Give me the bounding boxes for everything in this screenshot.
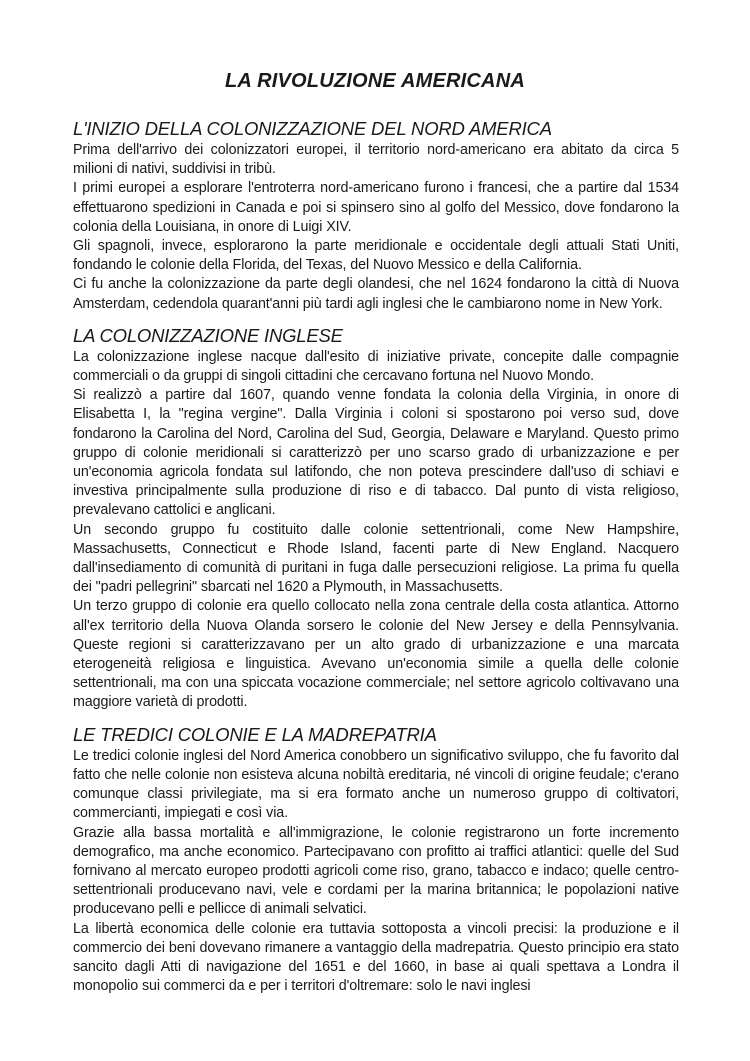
section-colonization-start — [73, 117, 679, 314]
paragraph: Si realizzò a partire dal 1607, quando venne fondata la colonia della Virginia, in onore di Elisabetta I, la "regina vergine". Dalla Virginia i coloni si spostarono poi verso sud, dove fondarono la Carolina del Nord, Carolina del Sud, Georgia, Delaware e Maryland. Questo primo gruppo di colonie meridionali si caratterizzò per uno scarso grado di urbanizzazione e per un'economia agricola fondata sul latifondo, che non poteva prescindere dall'uso di schiavi e investiva principalmente sulla produzione di riso e di tabacco. Dal punto di vista religioso, prevalevano cattolici e anglicani. — [73, 387, 679, 519]
section-english-colonization — [73, 324, 679, 713]
paragraph: La colonizzazione inglese nacque dall'esito di iniziative private, concepite dalle compagnie commerciali o da gruppi di singoli cittadini che cercavano fortuna nel Nuovo Mondo. — [73, 348, 679, 385]
paragraph: I primi europei a esplorare l'entroterra nord-americano furono i francesi, che a partire dal 1534 effettuarono spedizioni in Canada e poi si spinsero sino al golfo del Messico, dove fondarono la colonia della Louisiana, in onore di Luigi XIV. — [73, 180, 679, 235]
paragraph: Un terzo gruppo di colonie era quello collocato nella zona centrale della costa atlantica. Attorno all'ex territorio della Nuova Olanda sorsero le colonie del New Jersey e della Pennsylvania. Queste regioni si caratterizzavano per un alto grado di urbanizzazione e una marcata eterogeneità religiosa e linguistica. Avevano un'economia simile a quella delle colonie settentrionali, ma con una spiccata vocazione commerciale; nel settore agricolo coltivavano una maggiore varietà di prodotti. — [73, 598, 679, 711]
paragraph: Grazie alla bassa mortalità e all'immigrazione, le colonie registrarono un forte incremento demografico, ma anche economico. Partecipavano con profitto ai traffici atlantici: quelle del Sud fornivano al mercato europeo prodotti agricoli come riso, grano, tabacco e indaco; quelle centro-settentrionali producevano navi, vele e cordami per la marina britannica; le popolazioni native producevano pelli e pellicce di animali selvatici. — [73, 824, 679, 918]
section-heading: LE TREDICI COLONIE E LA MADREPATRIA — [73, 723, 437, 745]
paragraph: Le tredici colonie inglesi del Nord America conobbero un significativo sviluppo, che fu favorito dal fatto che nelle colonie non esisteva alcuna nobiltà ereditaria, né vincoli di origine feudale; c'erano comunque classi privilegiate, ma si era formato anche un numeroso gruppo di coltivatori, commercianti, impiegati e così via. — [73, 747, 679, 822]
document-title: LA RIVOLUZIONE AMERICANA — [225, 70, 525, 92]
section-heading: L'INIZIO DELLA COLONIZZAZIONE DEL NORD AMERICA — [73, 118, 552, 139]
section-thirteen-colonies — [73, 723, 679, 997]
paragraph: Gli spagnoli, invece, esplorarono la parte meridionale e occidentale degli attuali Stati Uniti, fondando le colonie della Florida, del Texas, del Nuovo Messico e della California. — [73, 238, 679, 274]
document-body — [73, 117, 679, 996]
section-heading: LA COLONIZZAZIONE INGLESE — [73, 324, 343, 346]
paragraph: Prima dell'arrivo dei colonizzatori europei, il territorio nord-americano era abitato da circa 5 milioni di nativi, suddivisi in tribù. — [73, 142, 679, 178]
paragraph: La libertà economica delle colonie era tuttavia sottoposta a vincoli precisi: la produzione e il commercio dei beni dovevano rimanere a vantaggio della madrepatria. Questo principio era stato sancito dagli Atti di navigazione del 1651 e del 1660, in base ai quali spettava a Londra il monopolio sui commerci da e per i territori d'oltremare: solo le navi inglesi — [73, 920, 679, 995]
paragraph: Un secondo gruppo fu costituito dalle colonie settentrionali, come New Hampshire, Massachusetts, Connecticut e Rhode Island, facenti parte di New England. Nacquero dall'insediamento di comunità di puritani in fuga dalle persecuzioni religiose. La prima fu quella dei "padri pellegrini" sbarcati nel 1620 a Plymouth, in Massachusetts. — [73, 521, 679, 596]
paragraph: Ci fu anche la colonizzazione da parte degli olandesi, che nel 1624 fondarono la città di Nuova Amsterdam, cedendola quarant'anni più tardi agli inglesi che le cambiarono nome in New York. — [73, 276, 679, 312]
